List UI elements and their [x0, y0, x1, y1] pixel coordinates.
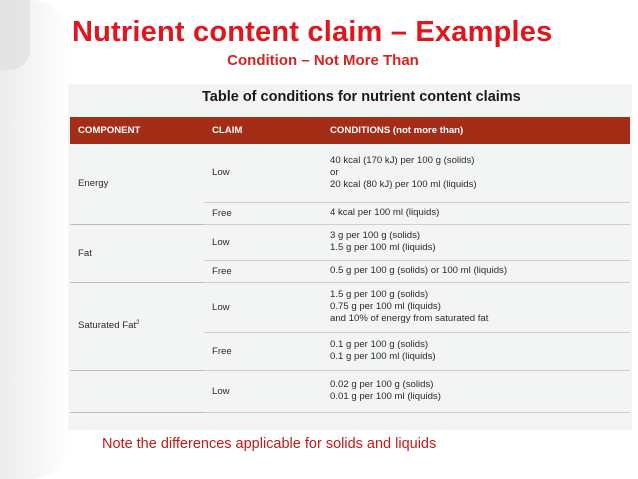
- header-claim: CLAIM: [204, 117, 322, 144]
- condition-line: and 10% of energy from saturated fat: [330, 313, 489, 324]
- claim-cell: Free: [204, 202, 322, 224]
- table-caption: Table of conditions for nutrient content claims: [202, 89, 521, 105]
- table-row: [70, 224, 630, 260]
- condition-line: 0.1 g per 100 g (solids): [330, 339, 429, 350]
- condition-line: 0.01 g per 100 ml (liquids): [330, 391, 441, 402]
- slide-title: Nutrient content claim – Examples: [72, 16, 553, 48]
- table-row: [70, 370, 630, 412]
- header-component: COMPONENT: [70, 117, 204, 144]
- slide-subtitle: Condition – Not More Than: [227, 52, 419, 69]
- claim-cell: Free: [204, 332, 322, 370]
- table-row: [70, 144, 630, 202]
- component-label: Saturated Fat: [78, 320, 137, 332]
- condition-line: 20 kcal (80 kJ) per 100 ml (liquids): [330, 178, 477, 190]
- condition-line: 40 kcal (170 kJ) per 100 g (solids): [330, 154, 475, 166]
- header-conditions: CONDITIONS (not more than): [322, 117, 630, 144]
- claim-cell: Low: [204, 282, 322, 332]
- conditions-cell: [322, 332, 630, 370]
- conditions-cell: [322, 282, 630, 332]
- condition-line: 3 g per 100 g (solids): [330, 230, 421, 241]
- component-cell: [70, 144, 204, 224]
- component-cell: [70, 370, 204, 412]
- table-body: [70, 144, 630, 412]
- conditions-cell: [322, 224, 630, 260]
- condition-line: 4 kcal per 100 ml (liquids): [330, 207, 440, 218]
- table-header-row: [70, 117, 630, 144]
- footnote: Note the differences applicable for solids and liquids: [102, 436, 437, 452]
- claim-cell: Low: [204, 224, 322, 260]
- conditions-cell: [322, 144, 630, 202]
- table-row: [70, 282, 630, 332]
- conditions-cell: [322, 202, 630, 224]
- condition-line: 0.75 g per 100 ml (liquids): [330, 301, 441, 312]
- condition-line: 0.02 g per 100 g (solids): [330, 379, 434, 390]
- conditions-table: [70, 117, 630, 413]
- claim-cell: Low: [204, 144, 322, 202]
- condition-line: 1.5 g per 100 ml (liquids): [330, 242, 436, 253]
- condition-line: or: [330, 166, 339, 178]
- footnote-marker: 2: [136, 320, 140, 327]
- component-label: Fat: [78, 247, 92, 259]
- claim-cell: Low: [204, 370, 322, 412]
- conditions-cell: [322, 260, 630, 282]
- condition-line: 1.5 g per 100 g (solids): [330, 289, 429, 300]
- component-label: Energy: [78, 178, 109, 190]
- component-cell: [70, 282, 204, 370]
- background-bottle-decoration: [0, 0, 70, 479]
- condition-line: 0.5 g per 100 g (solids) or 100 ml (liquids): [330, 265, 508, 276]
- condition-line: 0.1 g per 100 ml (liquids): [330, 351, 436, 362]
- claim-cell: Free: [204, 260, 322, 282]
- component-cell: [70, 224, 204, 282]
- conditions-cell: [322, 370, 630, 412]
